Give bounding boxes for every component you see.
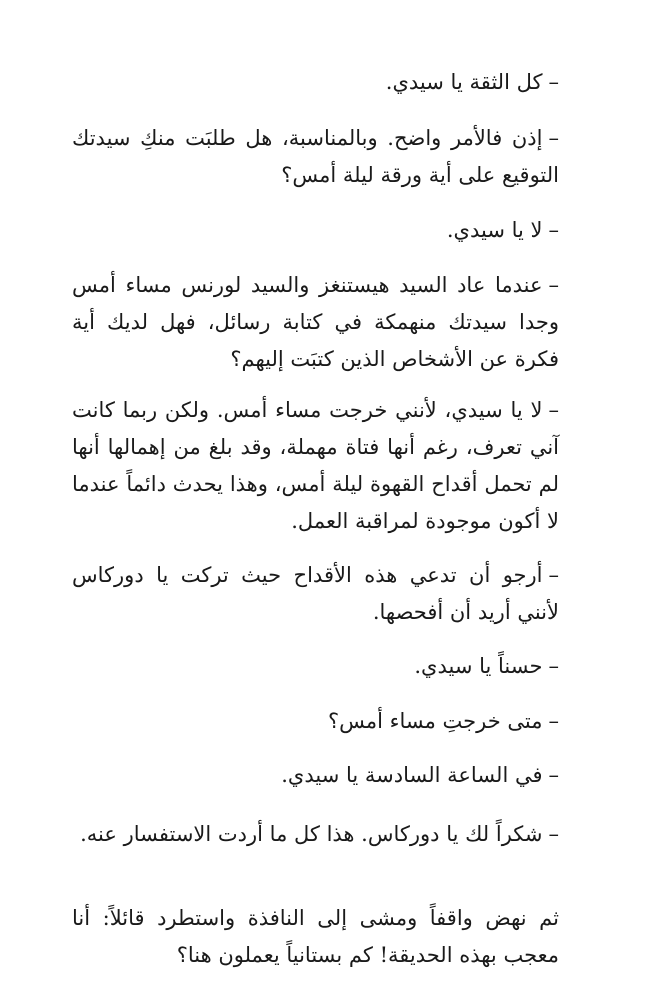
paragraph-text: في الساعة السادسة يا سيدي.	[281, 763, 543, 787]
paragraph-text: لا يا سيدي.	[446, 218, 543, 242]
paragraph-text: متى خرجتِ مساء أمس؟	[327, 709, 543, 733]
dialogue-dash: –	[548, 563, 559, 587]
paragraph-text: إذن فالأمر واضح. وبالمناسبة، هل طلبَت منكِ سيدتك التوقيع على أية ورقة ليلة أمس؟	[72, 126, 559, 187]
dialogue-dash: –	[548, 70, 559, 94]
paragraph-text: شكراً لك يا دوركاس. هذا كل ما أردت الاستفسار عنه.	[80, 822, 543, 846]
paragraph-text: ثم نهض واقفاً ومشى إلى النافذة واستطرد قائلاً: أنا معجب بهذه الحديقة! كم بستانياً يعملون هنا؟	[72, 906, 559, 967]
dialogue-dash: –	[548, 273, 559, 297]
dialogue-dash: –	[548, 709, 559, 733]
paragraph-text: أرجو أن تدعي هذه الأقداح حيث تركت يا دوركاس لأنني أريد أن أفحصها.	[72, 563, 559, 624]
dialogue-line-8	[72, 703, 583, 740]
dialogue-dash: –	[548, 822, 559, 846]
paragraph-text: حسناً يا سيدي.	[414, 654, 543, 678]
paragraph-text: لا يا سيدي، لأنني خرجت مساء أمس. ولكن ربما كانت آني تعرف، رغم أنها فتاة مهملة، وقد بلغ من إهمالها أنها لم تحمل أقداح القهوة ليلة أمس، وهذا يحدث دائماً عندما لا أكون موجودة لمراقبة العمل.	[72, 398, 559, 533]
dialogue-line-9	[72, 757, 583, 794]
dialogue-dash: –	[548, 398, 559, 422]
dialogue-line-1	[72, 64, 583, 101]
dialogue-line-3	[72, 212, 583, 249]
dialogue-line-4	[72, 267, 583, 378]
paragraph-text: كل الثقة يا سيدي.	[385, 70, 543, 94]
dialogue-dash: –	[548, 763, 559, 787]
dialogue-dash: –	[548, 126, 559, 150]
paragraph-text: عندما عاد السيد هيستنغز والسيد لورنس مساء أمس وجدا سيدتك منهمكة في كتابة رسائل، فهل لديك أية فكرة عن الأشخاص الذين كتبَت إليهم؟	[72, 273, 559, 371]
dialogue-line-2	[72, 120, 583, 194]
dialogue-line-10	[72, 812, 583, 856]
narrative-paragraph	[72, 900, 583, 974]
dialogue-dash: –	[548, 654, 559, 678]
dialogue-dash: –	[548, 218, 559, 242]
dialogue-line-5	[72, 392, 583, 540]
dialogue-line-6	[72, 557, 583, 631]
dialogue-line-7	[72, 648, 583, 685]
